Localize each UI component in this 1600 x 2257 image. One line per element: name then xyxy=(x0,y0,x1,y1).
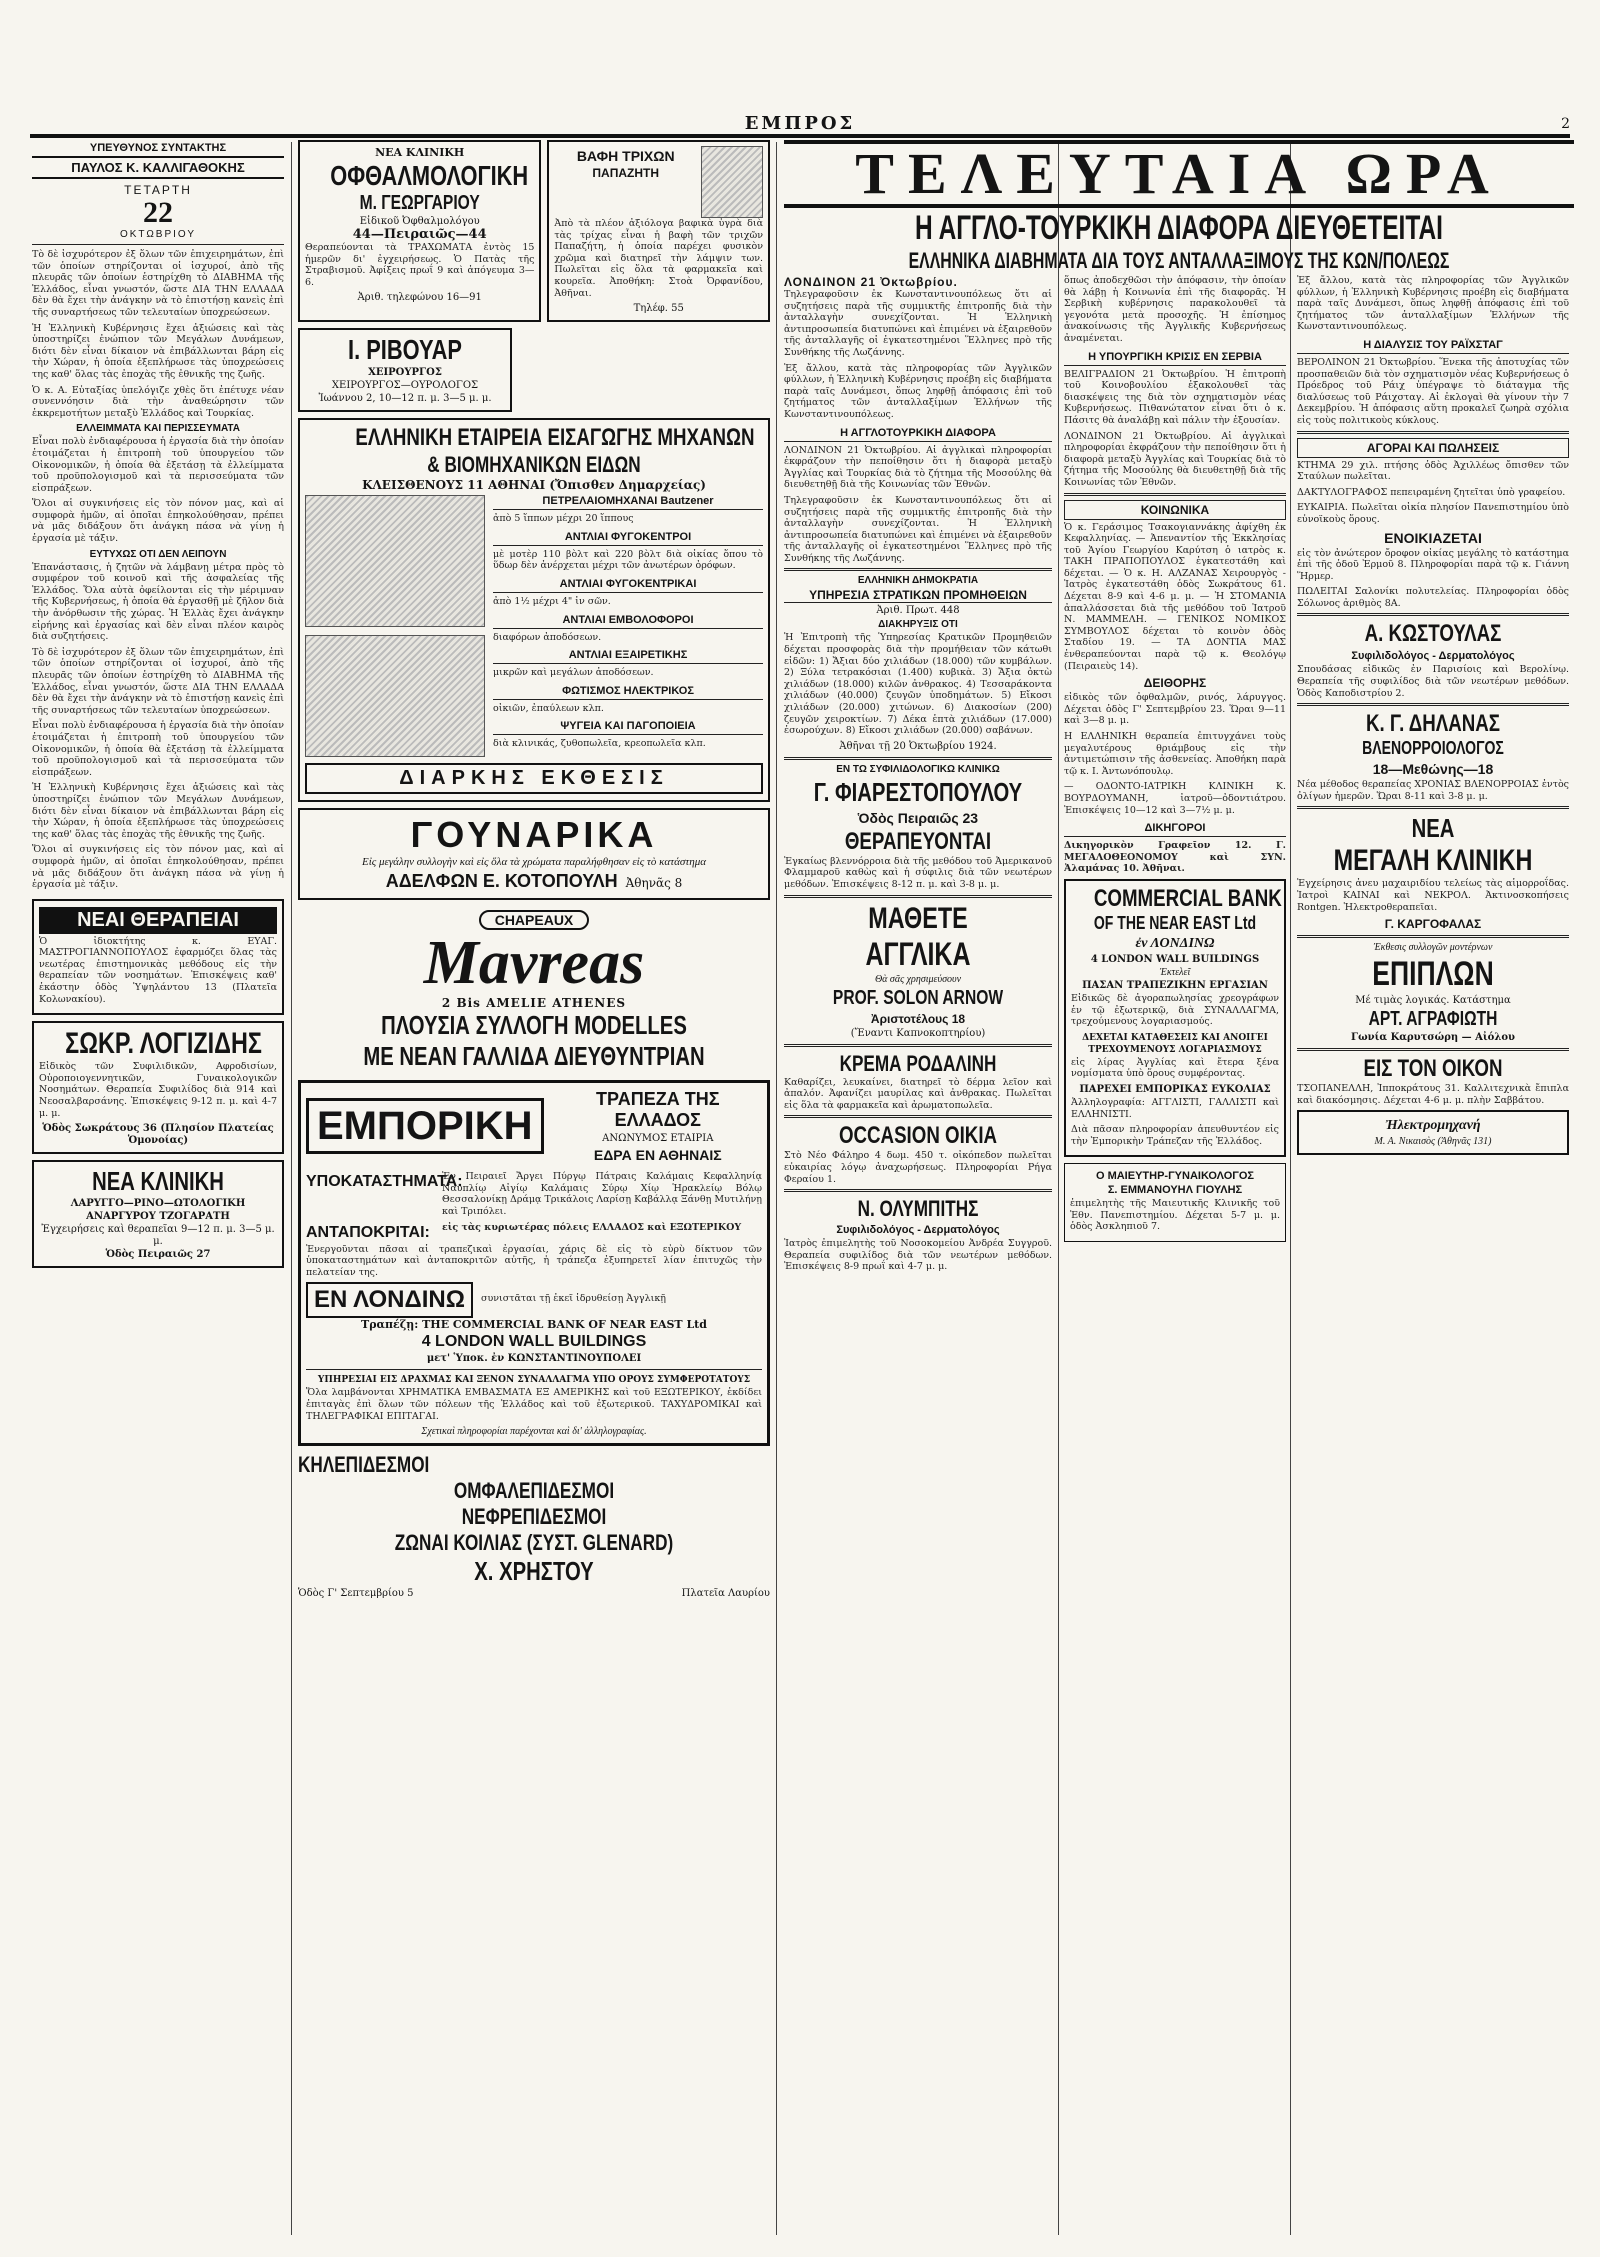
ad-phone: Ἀριθ. τηλεφώνου 16—91 xyxy=(357,292,482,304)
ad-body: Εἰδικὸς τῶν Συφιλιδικῶν, Αφροδισίων, Οὐροποιογεννητικῶν, Γυναικολογικῶν Νοσημάτων. Θεραπεία Συφιλίδος διὰ 914 καὶ Νεοσαλβαρσάνης. Ἐπισκέψεις 9-12 π. μ. καὶ 4-7 μ. μ. xyxy=(39,1061,277,1119)
ad-name: PROF. SOLON ARNOW xyxy=(832,986,1004,1009)
ad-address: Ὁδὸς Πειραιῶς 27 xyxy=(105,1249,211,1261)
ad-tag: CHAPEAUX xyxy=(479,910,590,930)
editorial-paragraph: Εἶναι πολὺ ἐνδιαφέρουσα ἡ ἐργασία διὰ τὴν ὁποίαν ἐτοιμάζεται ἡ ἐπιτροπὴ τοῦ ὑπουργείου τῶν Οἰκονομικῶν, ἡ ὁποία θὰ ἐξετάσῃ τὰ ἐλλείμματα τοῦ προϋπολογισμοῦ καὶ τὰ περισσεύματα τῶν εἰσπράξεων. xyxy=(32,720,284,778)
social-text: Ὁ κ. Γεράσιμος Τσακογιαννάκης ἀφίχθη ἐκ Κεφαλληνίας. — Ἀπεναντίον τῆς Ἐκκλησίας τοῦ Ἁγίου Γεωργίου Καρύτση ὁ ιατρὸς κ. ΤΑΚΗ ΠΡΑΠΟΠΟΥΛΟΣ ἐγκατεστάθη καὶ δέχεται. — Ὁ κ. Η. ΑΛΖΑΝΑΣ Χειρουργὸς - Ἰατρὸς ἐγκατεστάθη ὁδὸς Σωκράτους 61. Δέχεται 8-9 καὶ 4-6 μ. μ. — Ἡ ΣΤΟΜΑΝΙΑ ἀπαλλάσσεται διὰ τῆς μεθόδου τοῦ Ἰατροῦ Ν. ΜΑΜΜΕΛΗ. — ΓΕΝΙΚΟΣ ΝΟΜΙΚΟΣ ΣΥΜΒΟΥΛΟΣ δέχεται τὸ κοινὸν ὁδὸς Σταδίου 19. — ΤΑ ΔΟΝΤΙΑ ΜΑΣ ἐνθεραπεύονται παρὰ τῷ κ. Θεολόγῳ (Πειραιεὺς 14). xyxy=(1064,521,1286,672)
machine-item: ΠΕΤΡΕΛΑΙΟΜΗΧΑΝΑΙ Bautzener ἀπὸ 5 ἵππων μέχρι 20 ἵππους xyxy=(493,495,763,525)
classified: εἰς τὸν ἀνώτερον ὄροφον οἰκίας μεγάλης τὸ κατάστημα ἐπὶ τῆς ὁδοῦ Ἐρμοῦ 8. Πληροφορίαι παρὰ τῷ κ. Γιάννη Ἥρμερ. xyxy=(1297,547,1569,582)
ad-line: Ἐκτελεῖ xyxy=(1159,966,1191,978)
editorial-paragraph: Εἶναι πολὺ ἐνδιαφέρουσα ἡ ἐργασία διὰ τὴν ὁποίαν ἐτοιμάζεται ἡ ἐπιτροπὴ τοῦ ὑπουργείου τῶν Οἰκονομικῶν, ἡ ὁποία θὰ ἐξετάσῃ τὰ ἐλλείμματα τοῦ προϋπολογισμοῦ καὶ τὰ περισσεύματα τῶν εἰσπράξεων. xyxy=(32,436,284,494)
divider xyxy=(1297,613,1569,616)
ad-square: Πλατεῖα Λαυρίου xyxy=(681,1588,770,1600)
ad-spec: Εἰδικοῦ Ὀφθαλμολόγου xyxy=(359,216,480,227)
ad-line: ΖΩΝΑΙ ΚΟΙΛΙΑΣ (ΣΥΣΤ. GLENARD) xyxy=(394,1530,674,1556)
ad-name: Κ. Γ. ΔΗΛΑΝΑΣ xyxy=(1365,710,1501,738)
ad-top: ΝΕΑ xyxy=(1411,813,1455,844)
ad-line: ΜΑΘΕΤΕ xyxy=(868,901,968,935)
ad-head: ΕΝ ΤΩ ΣΥΦΙΛΙΔΟΛΟΓΙΚΩ ΚΛΙΝΙΚΩ xyxy=(836,763,1000,775)
ad-bank-big: ΕΜΠΟΡΙΚΗ xyxy=(306,1098,544,1154)
classified: ΚΤΗΜΑ 29 χιλ. πτήσης ὁδὸς Ἀχιλλέως ὄπισθεν τῶν Σταύλων πωλεῖται. xyxy=(1297,459,1569,483)
ad-address: 44—Πειραιῶς—44 xyxy=(352,227,487,242)
article-heading: Η ΑΓΓΛΟΤΟΥΡΚΙΚΗ ΔΙΑΦΟΡΑ xyxy=(784,427,1052,442)
notice-head: ΥΠΗΡΕΣΙΑ ΣΤΡΑΤΙΚΩΝ ΠΡΟΜΗΘΕΙΩΝ xyxy=(784,588,1052,603)
ad-title: ΟΦΘΑΛΜΟΛΟΓΙΚΗ xyxy=(330,160,529,191)
social-subheading: ΔΕΙΘΟΡΗΣ xyxy=(1143,676,1207,691)
ad-address: Γωνία Καρυτσώρη — Αἰόλου xyxy=(1351,1032,1515,1044)
notice-head: ΕΛΛΗΝΙΚΗ ΔΗΜΟΚΡΑΤΙΑ xyxy=(857,575,979,587)
side-heading: ΕΥΤΥΧΩΣ ΟΤΙ ΔΕΝ ΛΕΙΠΟΥΝ xyxy=(89,548,227,560)
ad-box xyxy=(1297,1110,1569,1155)
editorial-paragraph: Ὅλοι αἱ συγκινήσεις εἰς τὸν πόνον μας, καὶ αἱ συμφορὰ ἡμῶν, αἱ ὁποῖαι ἐπηκολούθησαν, πρέπει νὰ μᾶς διδάξουν ὅτι ἀνάγκη πάσα νὰ γίνῃ ἡ ἐργασία μὲ τάξιν. xyxy=(32,844,284,891)
ad-doctor: Μ. ΓΕΩΡΓΑΡΙΟΥ xyxy=(359,192,480,214)
ad-house-occasion xyxy=(784,1122,1052,1185)
ad-line: ΑΓΓΛΙΚΑ xyxy=(865,935,971,972)
machine-item: ΑΝΤΛΙΑΙ ΕΜΒΟΛΟΦΟΡΟΙ διαφόρων ἀποδόσεων. xyxy=(493,614,763,644)
ad-olympitis xyxy=(784,1196,1052,1273)
ad-line: ΟΜΦΑΛΕΠΙΔΕΣΜΟΙ xyxy=(453,1478,615,1504)
ad-hair-dye xyxy=(547,140,770,322)
ad-name: Ν. ΟΛΥΜΠΙΤΗΣ xyxy=(857,1196,979,1222)
ad-syphilology-clinic xyxy=(784,764,1052,891)
headline-main: Η ΑΓΓΛΟ-ΤΟΥΡΚΙΚΗ ΔΙΑΦΟΡΑ ΔΙΕΥΘΕΤΕΙΤΑΙ xyxy=(915,209,1443,247)
ad-line: ΕΛΛΗΝΙΚΗ ΕΤΑΙΡΕΙΑ ΕΙΣΑΓΩΓΗΣ ΜΗΧΑΝΩΝ xyxy=(355,424,755,452)
ad-line: Θὰ σᾶς χρησιμεύσουν xyxy=(874,973,962,985)
ad-text: Σπουδάσας εἰδικῶς ἐν Παρισίοις καὶ Βερολίνῳ. Θεραπεία τῆς συφιλίδος διὰ τῶν νεωτέρων μεθόδων. Ὁδὸς Καποδιστρίου 2. xyxy=(1297,664,1569,699)
ad-text: Ἐγκαίως βλεννόρροια διὰ τῆς μεθόδου τοῦ Ἀμερικανοῦ Φλαμμαροῦ καθὼς καὶ ἡ σύφιλις διὰ τῶν νεωτέρων μεθόδων. Ἐπισκέψεις 8-12 π. μ. καὶ 3-8 μ. μ. xyxy=(784,855,1052,890)
ad-line: ΠΑΣΑΝ ΤΡΑΠΕΖΙΚΗΝ ΕΡΓΑΣΙΑΝ xyxy=(1082,979,1268,991)
editor-label: ΥΠΕΥΘΥΝΟΣ ΣΥΝΤΑΚΤΗΣ xyxy=(89,142,227,154)
article-text: ΒΕΛΙΓΡΑΔΙΟΝ 21 Ὀκτωβρίου. Ἡ ἐπιτροπὴ τοῦ Κοινοβουλίου ἐξακολουθεῖ τὰς διασκέψεις της διὰ τὸν σχηματισμὸν νέας Κυβερνήσεως. Πιθανώτατον εἶναι ὅτι ὁ κ. Πάσιτς θὰ ἀναλάβῃ καὶ πάλιν τὴν ἐξουσίαν. xyxy=(1064,368,1286,426)
engine-illustration xyxy=(305,495,485,627)
remittances-text: Ὅλα λαμβάνονται ΧΡΗΜΑΤΙΚΑ ΕΜΒΑΣΜΑΤΑ ΕΞ ΑΜΕΡΙΚΗΣ καὶ τοῦ ΕΞΩΤΕΡΙΚΟΥ, ἐκδίδει ἐπιταγὰς ἐπὶ ὅλων τῶν πόλεων τῆς Ἑλλάδος καὶ τοῦ ἐξωτερικοῦ. ΤΑΧΥΔΡΟΜΙΚΑΙ καὶ ΤΗΛΕΓΡΑΦΙΚΑΙ ΕΠΙΤΑΓΑΙ. xyxy=(306,1387,762,1422)
ad-subtitle: ΛΑΡΥΓΓΟ—ΡΙΝΟ—ΩΤΟΛΟΓΙΚΗ xyxy=(70,1198,246,1210)
ad-great-clinic xyxy=(1297,813,1569,931)
ad-title: Ο ΜΑΙΕΥΤΗΡ-ΓΥΝΑΙΚΟΛΟΓΟΣ xyxy=(1095,1170,1255,1183)
column-divider xyxy=(291,142,292,2235)
machine-item: ΦΩΤΙΣΜΟΣ ΗΛΕΚΤΡΙΚΟΣ οἰκιῶν, ἐπαύλεων κλπ. xyxy=(493,685,763,715)
ad-bank-sub: ΑΝΩΝΥΜΟΣ ΕΤΑΙΡΙΑ xyxy=(602,1133,714,1145)
ad-body: Ἀπὸ τὰ πλέον ἀξιόλογα βαφικὰ ὑγρὰ διὰ τὰς τρίχας εἶναι ἡ βαφὴ τῶν τριχῶν Παπαζήτη, ἡ ὁποία παρέχει φυσικὸν χρῶμα καὶ διατηρεῖ τὴν λάμψιν των. Πωλεῖται εἰς ὅλα τὰ φαρμακεῖα καὶ κουρεῖα. Ἀποθήκη: Στοὰ Ὀρφανίδου, Ἀθῆναι. xyxy=(554,218,763,299)
column-divider xyxy=(1058,142,1059,2235)
ad-logizidis xyxy=(32,1021,284,1154)
column-5 xyxy=(1297,275,1569,2237)
ad-address: Ἀριστοτέλους 18 xyxy=(870,1011,966,1026)
ad-box-address: Μ. Α. Νικαισὸς (Ἀθηνᾶς 131) xyxy=(1374,1136,1492,1148)
divider xyxy=(1297,806,1569,809)
ad-title: ΝΕΑΙ ΘΕΡΑΠΕΙΑΙ xyxy=(39,907,277,934)
divider xyxy=(1064,493,1286,496)
pump-illustration xyxy=(305,635,485,757)
page-number: 2 xyxy=(1561,116,1570,132)
ad-body: Θεραπεύονται τὰ ΤΡΑΧΩΜΑΤΑ ἐντὸς 15 ἡμερῶν δι' ἐγχειρήσεως. Ὁ Πατὰς τῆς Στραβισμοῦ. Ἀφίξεις πρωΐ 9 καὶ ἀπόγευμα 3—6. xyxy=(305,242,535,288)
ad-dilanas xyxy=(1297,710,1569,802)
ad-title: ΝΕΑ ΚΛΙΝΙΚΗ xyxy=(92,1166,224,1197)
notice-military-procurement xyxy=(784,575,1052,752)
editorial-paragraph: Ὁ κ. Α. Εὐταξίας ὑπελόγιζε χθὲς ὅτι ἐπέτυχε νέαν συνεννόησιν διὰ τὴν ἀναθεώρησιν τῶν ἐκκρεμοτήτων μεταξὺ Ἑλλάδος καὶ Τουρκίας. xyxy=(32,384,284,419)
divider xyxy=(306,1369,762,1370)
ad-chapeaux xyxy=(298,906,770,1080)
ad-commercial-bank-greece xyxy=(298,1080,770,1446)
notice-text: Ἡ Ἐπιτροπὴ τῆς Ὑπηρεσίας Κρατικῶν Προμηθειῶν δέχεται προσφορὰς διὰ τὴν προμήθειαν τῶν κάτωθι εἰδῶν: 1) Ἄξιαι δύο χιλιάδων (18.000) τῶν κυμβάλων. 2) Ξύλα τετρακόσιαι (1.400) κυβικὰ. 3) Ἄξια ὀκτὼ χιλιάδων (18.000) κιλῶν ἀνθρακος. 4) Τεσσαράκοντα χιλιάδων (40.000) ζευγῶν ὑποδημάτων. 5) Εἴκοσι χιλιάδων (20.000) χιτώνων. 6) Διακοσίων (200) ζευγῶν χειροκτίων. 7) Δέκα ἑπτὰ χιλιάδων (17.000) ἐσωρούχων. 8) Εἴκοσι χιλιάδων (20.000) σαβάνων. xyxy=(784,632,1052,737)
machine-item: ΑΝΤΛΙΑΙ ΦΥΓΟΚΕΝΤΡΟΙ μὲ μοτὲρ 110 βὸλτ καὶ 220 βὸλτ διὰ οἰκίας ὅπου τὸ ὕδωρ δὲν ἀνέρχεται μέχρι τῶν ἀνωτέρων ὀρόφων. xyxy=(493,530,763,572)
ad-top: ΝΕΑ ΚΛΙΝΙΚΗ xyxy=(375,146,465,159)
ad-title: ΕΙΣ ΤΟΝ ΟΙΚΟΝ xyxy=(1363,1055,1503,1083)
article-text: Τηλεγραφοῦσιν ἐκ Κωνσταντινουπόλεως ὅτι αἱ συζητήσεις παρὰ τῆς συμμικτῆς ἐπιτροπῆς διὰ τὴν ἀνταλλαγὴν συνεχίζονται. Ἡ Ἑλληνικὴ ἀντιπροσωπεία διατυπώνει καὶ ἐπιμένει νὰ ἐξαιρεθοῦν τῆς ἀνταλλαγῆς οἱ ἐγκατεστημένοι Ἕλληνες πρὸ τῆς Συνθήκης τῆς Λωζάννης. xyxy=(784,289,1052,358)
column-4 xyxy=(1064,275,1286,2237)
ad-line: ΝΕΦΡΕΠΙΔΕΣΜΟΙ xyxy=(461,1504,607,1530)
ad-learn-english xyxy=(784,902,1052,1040)
machine-item: ΑΝΤΛΙΑΙ ΦΥΓΟΚΕΝΤΡΙΚΑΙ ἀπὸ 1½ μέχρι 4" ἰν σῶν. xyxy=(493,578,763,608)
classified: ΔΑΚΤΥΛΟΓΡΑΦΟΣ πεπειραμένη ζητεῖται ὑπὸ γραφείου. xyxy=(1297,486,1566,498)
ad-line: ΠΑΡΕΧΕΙ ΕΜΠΟΡΙΚΑΣ ΕΥΚΟΛΙΑΣ xyxy=(1079,1083,1271,1095)
ad-address: 18—Μεθώνης—18 xyxy=(1372,761,1494,778)
ad-new-clinic-ent xyxy=(32,1160,284,1268)
ad-title: ΒΑΦΗ ΤΡΙΧΩΝ xyxy=(576,148,675,164)
editorial-paragraph: Τὸ δὲ ἰσχυρότερον ἐξ ὅλων τῶν ἐπιχειρημάτων, ἐπὶ τῶν ὁποίων στηρίζονται οἱ ἰσχυροί, ἀπὸ τῆς πλευρᾶς τῶν ὁποίων ἑστηρίχθη τὸ ΔΙΑΒΗΜΑ τῆς Ἑλλάδος, εἶναι γνωστόν, ὥστε ΔΙΑ ΤΗΝ ΕΛΛΑΔΑ δὲν θὰ ἔχει τὴν ἀνάγκην νὰ τὸ ἐπιστήσῃ κανεὶς ἐπὶ τῆς συναρτήσεως τῶν τελευταίων ὑποχρεώσεων. xyxy=(32,646,284,716)
bank-footer: Σχετικαὶ πληροφορίαι παρέχονται καὶ δι' ἀλληλογραφίας. xyxy=(421,1426,647,1438)
machine-list xyxy=(493,495,763,757)
issue-day: ΤΕΤΑΡΤΗ xyxy=(124,183,192,197)
london-bank: Τραπέζῃ: THE COMMERCIAL BANK OF NEAR EAST Ltd xyxy=(361,1318,707,1332)
ad-store: ΑΔΕΛΦΩΝ Ε. ΚΟΤΟΠΟΥΛΗ xyxy=(385,871,618,892)
correspondents-label: ΑΝΤΑΠΟΚΡΙΤΑΙ: xyxy=(306,1223,430,1241)
ad-title: ΚΡΕΜΑ ΡΟΔΑΛΙΝΗ xyxy=(839,1050,997,1076)
editorial-paragraph: Ἡ Ἑλληνικὴ Κυβέρνησις ἔχει ἀξιώσεις καὶ τὰς ὑποστηρίζει ἐνώπιον τῶν Μεγάλων Δυνάμεων, διότι δὲν εἶναι δίκαιον νὰ ἐπιβάλλωνται βάρη εἰς τὴν Χώραν, ἡ ὁποία ἐξεπλήρωσε τὰς ὑποχρεώσεις της καθ' ὅλας τὰς ἐποχὰς τῆς ἐθνικῆς της ζωῆς. xyxy=(32,782,284,840)
banner-title: ΤΕΛΕΥΤΑΙΑ ΩΡΑ xyxy=(784,140,1574,208)
ad-furs xyxy=(298,808,770,900)
ad-line: & ΒΙΟΜΗΧΑΝΙΚΩΝ ΕΙΔΩΝ xyxy=(427,452,641,478)
ad-title: ΕΠΙΠΛΩΝ xyxy=(1372,955,1494,994)
article-text: Τηλεγραφοῦσιν ἐκ Κωνσταντινουπόλεως ὅτι αἱ συζητήσεις παρὰ τῆς συμμικτῆς ἐπιτροπῆς διὰ τὴν ἀνταλλαγὴν συνεχίζονται. Ἡ Ἑλληνικὴ ἀντιπροσωπεία διατυπώνει καὶ ἐπιμένει νὰ ἐξαιρεθοῦν τῆς ἀνταλλαγῆς οἱ ἐγκατεστημένοι Ἕλληνες πρὸ τῆς Συνθήκης τῆς Λωζάννης. xyxy=(784,494,1052,564)
ad-name: Σ. ΕΜΜΑΝΟΥΗΛ ΓΙΟΥΛΗΣ xyxy=(1107,1184,1243,1197)
article-text: Ἐξ ἄλλου, κατὰ τὰς πληροφορίας τῶν Ἀγγλικῶν φύλλων, ἡ Ἑλληνικὴ Κυβέρνησις προέβη εἰς διαβήματα παρὰ ταῖς Δυνάμεσι, ὅπως ληφθῇ ἀπόφασις ἐπὶ τοῦ ζητήματος τῶν ἀνταλλαξίμων Ἑλλήνων τῆς Κωνσταντινουπόλεως. xyxy=(784,362,1052,420)
london-branch: μετ' Ὑποκ. ἐν ΚΩΝΣΤΑΝΤΙΝΟΥΠΟΛΕΙ xyxy=(426,1353,642,1365)
article-text: ΒΕΡΟΛΙΝΟΝ 21 Ὀκτωβρίου. Ἕνεκα τῆς ἀποτυχίας τῶν προσπαθειῶν διὰ τὸν σχηματισμὸν νέας Κυβερνήσεως ὁ Πρόεδρος τοῦ Ράιχ ὑπέγραψε τὸ διάταγμα τῆς διαλύσεως τοῦ Ράιχσταγ. Αἱ ἐκλογαὶ θὰ γίνουν τὴν 7 Δεκεμβρίου. Ἡ ἀπόφασις αὕτη προκαλεῖ ζωηρὰ σχόλια εἰς τοὺς πολιτικοὺς κύκλους. xyxy=(1297,356,1569,426)
divider xyxy=(784,1189,1052,1192)
ad-line: ΠΛΟΥΣΙΑ ΣΥΛΛΟΓΗ MODELLES xyxy=(381,1010,687,1041)
ad-kostoulas xyxy=(1297,620,1569,699)
classified: ΕΥΚΑΙΡΙΑ. Πωλεῖται οἰκία πλησίον Πανεπιστημίου ὑπὸ εὐνοϊκοὺς ὅρους. xyxy=(1297,502,1569,525)
london-address: 4 LONDON WALL BUILDINGS xyxy=(421,1333,647,1351)
ad-line: Εἰδικῶς δὲ ἀγοραπωλησίας χρεογράφων ἐν τῷ ἐξωτερικῷ, διὰ ΣΥΝΑΛΛΑΓΜΑ, τρεχούμενους λογαριασμούς. xyxy=(1071,992,1279,1028)
ad-gynecologist xyxy=(1064,1163,1286,1242)
ad-brand: Mavreas xyxy=(423,929,645,998)
social-text: εἰδικὸς τῶν ὀφθαλμῶν, ρινός, λάρυγγος. Δέχεται ὁδὸς Γ' Σεπτεμβρίου 23. Ὥραι 9—11 καὶ 3—8 μ. μ. xyxy=(1064,692,1286,727)
ad-rivoir-surgeon xyxy=(298,328,512,412)
article-text: Ἐξ ἄλλου, κατὰ τὰς πληροφορίας τῶν Ἀγγλικῶν φύλλων, ἡ Ἑλληνικὴ Κυβέρνησις προέβη εἰς διαβήματα παρὰ ταῖς Δυνάμεσι, ὅπως ληφθῇ ἀπόφασις ἐπὶ τοῦ ζητήματος τῶν ἀνταλλαξίμων Ἑλλήνων τῆς Κωνσταντινουπόλεως. xyxy=(1297,275,1569,333)
ad-brand: ΠΑΠΑΖΗΤΗ xyxy=(592,166,660,180)
ad-text: ΤΣΟΠΑΝΕΛΛΗ, Ἰπποκράτους 31. Καλλιτεχνικὰ ἔπιπλα καὶ διακόσμησις. Δέχεται 4-6 μ. μ. πλὴν Σαββάτου. xyxy=(1297,1083,1569,1106)
ad-doctor: ΑΝΑΡΓΥΡΟΥ ΤΖΟΓΑΡΑΤΗ xyxy=(86,1211,230,1223)
article-text: ΛΟΝΔΙΝΟΝ 21 Ὀκτωβρίου. Αἱ ἀγγλικαὶ πληροφορίαι ἐκφράζουν τὴν πεποίθησιν ὅτι ἡ διαφορὰ μεταξὺ Ἀγγλίας καὶ Τουρκίας διὰ τὸ ζήτημα τῆς Μοσούλης θὰ διευθετηθῇ διὰ τῆς Κοινωνίας τῶν Ἐθνῶν. xyxy=(784,444,1052,491)
london-text: συνιστᾶται τῇ ἐκεῖ ἱδρυθείσῃ Ἀγγλικῇ xyxy=(480,1292,666,1304)
column-1 xyxy=(32,140,284,2237)
divider xyxy=(784,568,1052,571)
market-heading: ΑΓΟΡΑΙ ΚΑΙ ΠΩΛΗΣΕΙΣ xyxy=(1297,438,1569,458)
ad-note: (Ἔναντι Καπνοκοπτηρίου) xyxy=(850,1027,986,1039)
ad-title: ΓΟΥΝΑΡΙΚΑ xyxy=(410,814,658,856)
correspondents-text: εἰς τὰς κυριωτέρας πόλεις ΕΛΛΑΔΟΣ καὶ ΕΞΩΤΕΡΙΚΟΥ xyxy=(442,1221,742,1233)
notice-head: ΔΙΑΚΗΡΥΞΙΣ ΟΤΙ xyxy=(878,619,958,631)
ad-phone: Τηλέφ. 55 xyxy=(633,303,684,315)
editorial-paragraph: Ἐπανάστασις, ἡ ζητῶν νὰ λάμβανῃ μέτρα πρὸς τὸ συμφέρον τοῦ κοινοῦ καὶ τῆς ἀσφαλείας τῆς Ἑλλάδος. Ὅλα αὐτὰ ὀφείλονται εἰς τὴν μέριμναν τῆς Κυβερνήσεως, ἡ ὁποία θὰ ἐργασθῇ μὲ ζῆλον διὰ τὴν ἀνόρθωσιν τῆς χώρας. Ἡ Ἑλλὰς ἔχει ἀνάγκην εἰρήνης καὶ ἐργασίας καὶ δὲν εἶναι πλέον καιρὸς διὰ συζητήσεις. xyxy=(32,561,284,643)
ad-head: Ἐκθεσις συλλογῶν μοντέρνων xyxy=(1373,942,1493,954)
column-divider xyxy=(776,142,777,2235)
ad-spec: Συφιλιδολόγος - Δερματολόγος xyxy=(836,1224,1000,1237)
ad-text: Ἐγχείρησις ἀνευ μαχαιριδίου τελείως τὰς αἱμορροΐδας. Ἰατροὶ ΚΑΙΝΑΙ καὶ ΝΕΚΡΟΛ. Ἀκτινοσκοπήσεις Rontgen. Ἡλεκτροθεραπεῖαι. xyxy=(1297,878,1569,913)
article-heading: Η ΔΙΑΛΥΣΙΣ ΤΟΥ ΡΑΪΧΣΤΑΓ xyxy=(1297,339,1569,354)
newspaper-name: ΕΜΠΡΟΣ xyxy=(744,113,856,134)
ad-box-title: Ἠλεκτρομηχανή xyxy=(1385,1118,1481,1134)
ad-home xyxy=(1297,1055,1569,1155)
ad-address: Ὁδὸς Γ' Σεπτεμβρίου 5 xyxy=(298,1588,414,1600)
ad-line: Διὰ πᾶσαν πληροφορίαν ἀπευθυντέον εἰς τὴν Ἐμπορικὴν Τράπεζαν τῆς Ἑλλάδος. xyxy=(1071,1124,1279,1147)
article-text: ΛΟΝΔΙΝΟΝ 21 Ὀκτωβρίου. Αἱ ἀγγλικαὶ πληροφορίαι ἐκφράζουν τὴν πεποίθησιν ὅτι ἡ διαφορὰ μεταξὺ Ἀγγλίας καὶ Τουρκίας διὰ τὸ ζήτημα τῆς Μοσούλης θὰ διευθετηθῇ διὰ τῆς Κοινωνίας τῶν Ἐθνῶν. xyxy=(1064,430,1286,488)
ad-line: 4 LONDON WALL BUILDINGS xyxy=(1090,953,1260,965)
headline-secondary: ΕΛΛΗΝΙΚΑ ΔΙΑΒΗΜΑΤΑ ΔΙΑ ΤΟΥΣ ΑΝΤΑΛΛΑΞΙΜΟΥΣ ΤΗΣ ΚΩΝ/ΠΟΛΕΩΣ xyxy=(908,248,1450,270)
ad-line: ΚΗΛΕΠΙΔΕΣΜΟΙ xyxy=(298,1452,430,1478)
ad-body: Ἐγχειρήσεις καὶ θεραπεῖαι 9—12 π. μ. 3—5 μ. μ. xyxy=(41,1224,275,1248)
column-3 xyxy=(784,275,1052,2237)
ad-spec: ΧΕΙΡΟΥΡΓΟΣ—ΟΥΡΟΛΟΓΟΣ xyxy=(331,380,479,392)
ad-title: ΜΕΓΑΛΗ ΚΛΙΝΙΚΗ xyxy=(1333,844,1533,878)
social-text: — ΟΔΟΝΤΟ-ΙΑΤΡΙΚΗ ΚΛΙΝΙΚΗ Κ. ΒΟΥΡΔΟΥΜΑΝΗ, ἰατροῦ—ὀδοντιάτρου. Ἐπισκέψεις 10—12 καὶ 3—7½ μ. μ. xyxy=(1064,781,1286,816)
ad-name: Ι. ΡΙΒΟΥΑΡ xyxy=(348,334,462,366)
issue-date-number: 22 xyxy=(143,196,173,229)
ad-address: Ἀθηνᾶς 8 xyxy=(625,876,683,891)
divider xyxy=(1297,431,1569,434)
column-divider xyxy=(1290,142,1291,2235)
ad-line: ἐν ΛΟΝΔΙΝΩ xyxy=(1135,935,1215,951)
notice-ref: Ἀριθ. Πρωτ. 448 xyxy=(876,605,960,617)
ad-text: Μέ τιμὰς λογικάς. Κατάστημα xyxy=(1355,995,1511,1007)
ad-line: COMMERCIAL BANK xyxy=(1093,884,1282,912)
ad-address: ΚΛΕΙΣΘΕΝΟΥΣ 11 ΑΘΗΝΑΙ (Ὄπισθεν Δημαρχείας) xyxy=(362,478,706,493)
ad-bank-name: ΤΡΑΠΕΖΑ ΤΗΣ ΕΛΛΑΔΟΣ xyxy=(596,1089,720,1131)
ad-furniture xyxy=(1297,942,1569,1044)
ad-new-therapies xyxy=(32,899,284,1016)
lawyers-heading: ΔΙΚΗΓΟΡΟΙ xyxy=(1064,822,1286,837)
divider xyxy=(784,1115,1052,1118)
ad-trusses xyxy=(298,1452,770,1601)
lawyers-text: Δικηγορικὸν Γραφεῖον 12. Γ. ΜΕΓΑΛΟΘΕΟΝΟΜΟΥ καὶ ΣΥΝ. Ἀλαμάνας 10. Ἀθῆναι. xyxy=(1064,840,1286,875)
machine-item: ΨΥΓΕΙΑ ΚΑΙ ΠΑΓΟΠΟΙΕΙΑ διὰ κλινικάς, ζυθοπωλεῖα, κρεοπωλεῖα κλπ. xyxy=(493,720,763,750)
social-heading: ΚΟΙΝΩΝΙΚΑ xyxy=(1064,500,1286,520)
remittances-head: ΥΠΗΡΕΣΙΑΙ ΕΙΣ ΔΡΑΧΜΑΣ ΚΑΙ ΞΕΝΟΝ ΣΥΝΑΛΛΑΓΜΑ ΥΠΟ ΟΡΟΥΣ ΣΥΜΦΕΡΟΤΑΤΟΥΣ xyxy=(317,1375,751,1386)
last-hour-banner xyxy=(784,140,1574,270)
ad-title: OCCASION ΟΙΚΙΑ xyxy=(838,1122,998,1150)
ad-text: Ἰατρὸς ἐπιμελητὴς τοῦ Νοσοκομείου Ἀνδρέα Συγγροῦ. Θεραπεία συφιλίδος διὰ τῶν νεωτέρων μεθόδων. Ἐπισκέψεις 8-9 πρωΐ καὶ 4-7 μ. μ. xyxy=(784,1238,1052,1273)
machine-item: ΑΝΤΛΙΑΙ ΕΞΑΙΡΕΤΙΚΗΣ μικρῶν καὶ μεγάλων ἀποδόσεων. xyxy=(493,649,763,679)
editor-name: ΠΑΥΛΟΣ Κ. ΚΑΛΛΙΓΑΘΟΚΗΣ xyxy=(32,156,284,179)
ad-line: ΜΕ ΝΕΑΝ ΓΑΛΛΙΔΑ ΔΙΕΥΘΥΝΤΡΙΑΝ xyxy=(363,1041,705,1072)
divider xyxy=(32,244,284,245)
classified: ΠΩΛΕΙΤΑΙ Σαλονίκι πολυτελείας. Πληροφορίαι ὁδὸς Σόλωνος ἀριθμὸς 8Α. xyxy=(1297,586,1569,609)
ad-text: Καθαρίζει, λευκαίνει, διατηρεῖ τὸ δέρμα λεῖον καὶ ἀπαλόν. Ἀφανίζει μαυρίλας καὶ ἀνθρακας. Πωλεῖται εἰς ὅλα τὰ φαρμακεῖα καὶ ἀρωματοπωλεῖα. xyxy=(784,1076,1052,1111)
divider xyxy=(1297,703,1569,706)
ad-name: Χ. ΧΡΗΣΤΟΥ xyxy=(474,1556,594,1587)
ad-name: ΣΩΚΡ. ΛΟΓΙΖΙΔΗΣ xyxy=(65,1027,262,1061)
branches-label: ΥΠΟΚΑΤΑΣΤΗΜΑΤΑ: xyxy=(306,1173,463,1191)
ad-body: Ὁ ἰδιοκτήτης κ. ΕΥΑΓ. ΜΑΣΤΡΟΓΙΑΝΝΟΠΟΥΛΟΣ ἐφαρμόζει ὅλας τὰς νεωτέρας ἐπιστημονικὰς μεθόδους εἰς τὴν θεραπείαν τῶν νοσημάτων. Ἐπισκέψεις καθ' ἑκάστην ὁδὸς Ὑψηλάντου 13 (Πλατεῖα Κολωνακίου). xyxy=(39,935,277,1005)
ad-subtitle: Εἰς μεγάλην συλλογὴν καὶ εἰς ὅλα τὰ χρώματα παραλήφθησαν εἰς τὸ κατάστημα xyxy=(361,856,706,869)
article-heading: Η ΥΠΟΥΡΓΙΚΗ ΚΡΙΣΙΣ ΕΝ ΣΕΡΒΙΑ xyxy=(1064,351,1286,366)
ad-text: Νέα μέθοδος θεραπείας ΧΡΟΝΙΑΣ ΒΛΕΝΟΡΡΟΙΑΣ ἐντὸς ὀλίγων ἡμερῶν. Ὥραι 8-11 καὶ 3-8 μ. μ. xyxy=(1297,779,1569,802)
ad-text: Στὸ Νέο Φάληρο 4 δωμ. 450 τ. οἰκόπεδον πωλεῖται εὐκαιρίας λόγῳ ἀναχωρήσεως. Πληροφορίαι Ρήγα Φεραίου 1. xyxy=(784,1150,1052,1185)
london-label: ΕΝ ΛΟΝΔΙΝΩ xyxy=(306,1282,473,1318)
ad-spec: Συφιλιδολόγος - Δερματολόγος xyxy=(1351,650,1515,663)
side-heading: ΕΛΛΕΙΜΜΑΤΑ ΚΑΙ ΠΕΡΙΣΣΕΥΜΑΤΑ xyxy=(76,423,240,435)
editorial-paragraph: Ὅλοι αἱ συγκινήσεις εἰς τὸν πόνον μας, καὶ αἱ συμφορὰ ἡμῶν, αἱ ὁποῖαι ἐπηκολούθησαν, πρέπει νὰ μᾶς διδάξουν ὅτι ἀνάγκη πάσα νὰ γίνῃ ἡ ἐργασία μὲ τάξιν. xyxy=(32,498,284,545)
ad-cream xyxy=(784,1051,1052,1112)
ad-line: εἰς λίρας Ἀγγλίας καὶ ἔτερα ξένα νομίσματα ὑπὸ ὅρους συμφέροντας. xyxy=(1071,1056,1279,1080)
article-text: ὅπως ἀποδεχθῶσι τὴν ἀπόφασιν, τὴν ὁποίαν θὰ λάβῃ ἡ Κοινωνία ἐπὶ τῆς διαφορᾶς. Ἡ Σερβικὴ κυβέρνησις παρακολουθεῖ τὰ γεγονότα μετὰ προσοχῆς. Ἡ ἐπίσημος ἀνακοίνωσις τῆς Ἀγγλικῆς Κυβερνήσεως ἀναμένεται. xyxy=(1064,275,1286,344)
dateline: ΛΟΝΔΙΝΟΝ 21 Ὀκτωβρίου. xyxy=(784,275,958,289)
ad-line: OF THE NEAR EAST Ltd xyxy=(1093,912,1257,933)
ad-big: ΘΕΡΑΠΕΥΟΝΤΑΙ xyxy=(844,827,992,855)
editorial-paragraph: Ἡ Ἑλληνικὴ Κυβέρνησις ἔχει ἀξιώσεις καὶ τὰς ὑποστηρίζει ἐνώπιον τῶν Μεγάλων Δυνάμεων, διότι δὲν εἶναι δίκαιον νὰ ἐπιβάλλωνται βάρη εἰς τὴν Χώραν, ἡ ὁποία ἐξεπλήρωσε τὰς ὑποχρεώσεις της καθ' ὅλας τὰς ἐποχὰς τῆς ἐθνικῆς της ζωῆς. xyxy=(32,322,284,380)
ad-name: Α. ΚΩΣΤΟΥΛΑΣ xyxy=(1364,620,1502,648)
column-2 xyxy=(298,140,770,2237)
woman-portrait-illustration xyxy=(701,146,763,218)
issue-date xyxy=(32,183,284,240)
page-masthead xyxy=(30,112,1570,138)
ad-ophthalmology xyxy=(298,140,541,322)
ad-text: ἐπιμελητὴς τῆς Μαιευτικῆς Κλινικῆς τοῦ Ἐθν. Πανεπιστημίου. Δέχεται 5-7 μ. μ. ὁδὸς Ἀσκληπιοῦ 7. xyxy=(1070,1198,1280,1233)
ad-title: ΧΕΙΡΟΥΡΓΟΣ xyxy=(368,367,442,379)
rent-heading: ΕΝΟΙΚΙΑΖΕΤΑΙ xyxy=(1384,529,1482,546)
ad-line: ΔΕΧΕΤΑΙ ΚΑΤΑΘΕΣΕΙΣ ΚΑΙ ΑΝΟΙΓΕΙ ΤΡΕΧΟΥΜΕΝΟΥΣ ΛΟΓΑΡΙΑΣΜΟΥΣ xyxy=(1082,1032,1268,1055)
divider xyxy=(784,895,1052,898)
ad-name: Γ. ΚΑΡΓΟΦΑΛΑΣ xyxy=(1384,917,1482,932)
editorial-paragraph: Τὸ δὲ ἰσχυρότερον ἐξ ὅλων τῶν ἐπιχειρημάτων, ἐπὶ τῶν ὁποίων στηρίζονται οἱ ἰσχυροί, ἀπὸ τῆς πλευρᾶς τῶν ὁποίων ἑστηρίχθη τὸ ΔΙΑΒΗΜΑ τῆς Ἑλλάδος, εἶναι γνωστόν, ὥστε ΔΙΑ ΤΗΝ ΕΛΛΑΔΑ δὲν θὰ ἔχει τὴν ἀνάγκην νὰ τὸ ἐπιστήσῃ κανεὶς ἐπὶ τῆς συναρτήσεως τῶν τελευταίων ὑποχρεώσεων. xyxy=(32,249,284,318)
ad-name: Γ. ΦΙΑΡΕΣΤΟΠΟΥΛΟΥ xyxy=(813,776,1023,807)
ad-body: Ἰωάννου 2, 10—12 π. μ. 3—5 μ. μ. xyxy=(318,393,492,405)
ad-footer: ΔΙΑΡΚΗΣ ΕΚΘΕΣΙΣ xyxy=(305,763,763,794)
ad-address: 2 Bis AMELIE ATHENES xyxy=(441,996,627,1011)
branches-list: Ἐν Πειραιεῖ Ἄργει Πύργῳ Πάτραις Καλάμαις Κεφαλληνίᾳ Ναυπλίῳ Αἰγίῳ Καλάμαις Σύρῳ Χίῳ Ἡρακλείῳ Βόλῳ Θεσσαλονίκῃ Δράμᾳ Τρικάλοις Λαρίσῃ Καβάλλᾳ Ξάνθῃ Μυτιλήνῃ καὶ Τριπόλει. xyxy=(442,1171,762,1217)
ad-line: Ἀλληλογραφία: ΑΓΓΛΙΣΤΙ, ΓΑΛΛΙΣΤΙ καὶ ΕΛΛΗΝΙΣΤΙ. xyxy=(1071,1096,1279,1120)
divider xyxy=(1297,935,1569,938)
social-text: Η ΕΛΛΗΝΙΚΗ θεραπεία ἐπιτυγχάνει τοὺς μεγαλυτέρους θριάμβους εἰς τὴν ἀντιμετώπισιν τῆς ἀσθενείας. Ἀποθήκη παρὰ τῷ κ. Ι. Ἀντωνόπουλῳ. xyxy=(1064,731,1286,777)
ad-machines-company xyxy=(298,418,770,802)
ad-address: Ὁδὸς Πειραιῶς 23 xyxy=(857,809,979,826)
ad-spec: ΒΛΕΝΟΡΡΟΙΟΛΟΓΟΣ xyxy=(1362,738,1504,759)
ad-address: Ὁδὸς Σωκράτους 36 (Πλησίον Πλατείας Ὁμονοίας) xyxy=(42,1123,274,1147)
bank-operations: Ἐνεργοῦνται πᾶσαι αἱ τραπεζικαὶ ἐργασίαι, χάρις δὲ εἰς τὸ εὐρὺ δίκτυον τῶν ὑποκαταστημάτων καὶ ἀνταποκριτῶν αὐτῆς, ἡ τράπεζα ἐξυπηρετεῖ λίαν ἐπιτυχῶς τὴν πελατείαν της. xyxy=(306,1243,762,1278)
ad-bank-seat: ΕΔΡΑ ΕΝ ΑΘΗΝΑΙΣ xyxy=(593,1147,722,1164)
machine-illustrations xyxy=(305,495,485,757)
ad-commercial-bank-near-east xyxy=(1064,879,1286,1157)
divider xyxy=(784,757,1052,760)
ad-name: ΑΡΤ. ΑΓΡΑΦΙΩΤΗ xyxy=(1368,1008,1498,1031)
notice-date: Ἀθῆναι τῇ 20 Ὀκτωβρίου 1924. xyxy=(839,740,997,752)
divider xyxy=(1297,1048,1569,1051)
issue-month: ΟΚΤΩΒΡΙΟΥ xyxy=(119,229,197,240)
divider xyxy=(784,1044,1052,1047)
